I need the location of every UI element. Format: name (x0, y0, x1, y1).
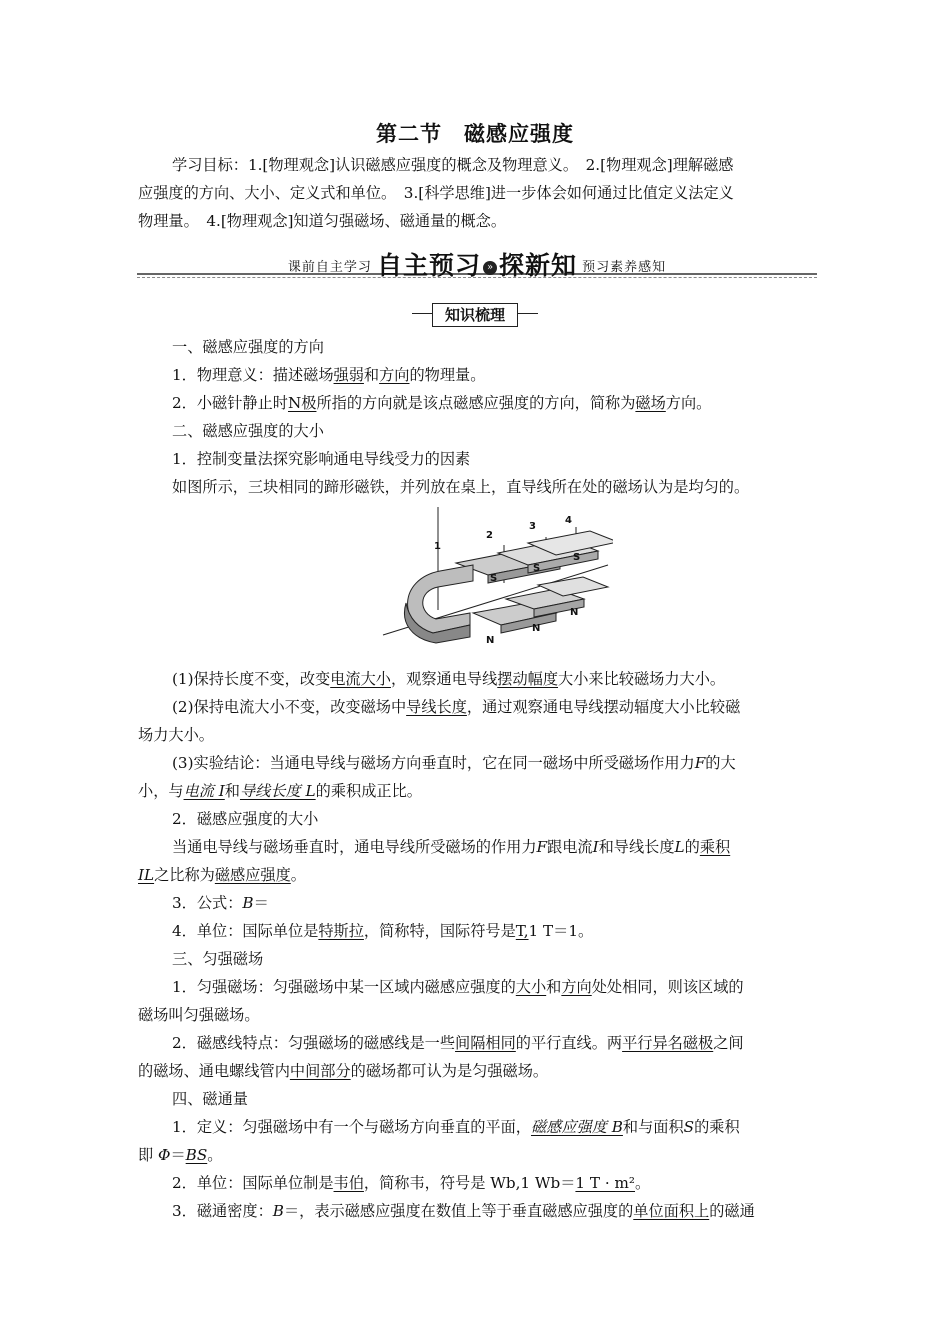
text-run: 的磁场都可认为是匀强磁场。 (350, 1062, 549, 1080)
text-run: 电流大小 (330, 670, 391, 688)
s2-heading: 二、磁感应强度的大小 (172, 422, 324, 440)
banner-heading-1: 自主预习 (376, 251, 481, 280)
text-run: 2．磁感线特点：匀强磁场的磁感线是一些 (172, 1034, 456, 1052)
text-run: 中间部分 (289, 1062, 351, 1080)
text-run: 小，与 (138, 782, 184, 800)
text-run: 韦伯 (333, 1174, 364, 1192)
text-run: 2．小磁针静止时 (172, 394, 288, 412)
title-section-number: 第二节 (376, 122, 442, 146)
text-run: 的物理量。 (409, 366, 486, 384)
s1-p1 (138, 361, 814, 389)
text-run: 方向。 (665, 394, 712, 412)
pole-s-3: S (573, 552, 581, 563)
text-run: 单位面积上 (633, 1202, 710, 1220)
s1-heading: 一、磁感应强度的方向 (172, 338, 324, 356)
s4-p2 (138, 1169, 814, 1197)
text-run: 所指的方向就是该点磁感应强度的方向，简称为 (316, 394, 636, 412)
section-banner (137, 246, 817, 282)
text-run: 摆动幅度 (497, 670, 559, 688)
text-run: 1 T · m² (575, 1174, 636, 1192)
s1-p2 (138, 389, 814, 417)
text-run: 3．磁通密度： (172, 1202, 273, 1220)
wire-label-1: 1 (434, 541, 441, 552)
text-run: 4．单位：国际单位是 (172, 922, 319, 940)
text-run: 3．公式： (172, 894, 243, 912)
text-run: 之比称为 (154, 866, 215, 884)
s2-e2-cont: 场力大小。 (138, 726, 214, 744)
s2-q2-body (138, 833, 814, 861)
text-run: 导线长度 L (239, 782, 316, 800)
s3-p1 (138, 973, 814, 1001)
text-run: 平行异名磁极 (622, 1034, 714, 1052)
banner-heading-2: 探新知 (499, 251, 578, 280)
text-run: 1．匀强磁场：匀强磁场中某一区域内磁感应强度的 (172, 978, 516, 996)
text-run: ＝ (170, 1146, 186, 1164)
s4-p3 (138, 1197, 814, 1225)
text-run: 强弱 (333, 366, 364, 384)
text-run: ，通过观察通电导线摆动辐度大小比较磁 (466, 698, 741, 716)
text-run: 。 (635, 1174, 651, 1192)
text-run: 处处相同，则该区域的 (591, 978, 744, 996)
text-run: 磁感应强度 (214, 866, 291, 884)
text-run: ，简称韦，符号是 Wb,1 Wb＝ (363, 1174, 576, 1192)
s3-p2-cont (138, 1057, 814, 1085)
banner-right-text: 预习素养感知 (582, 260, 667, 275)
wire-label-3: 3 (529, 521, 536, 532)
banner-arrow-icon: » (483, 261, 497, 275)
learning-objectives-cont (138, 179, 814, 235)
objectives-line: 物理量。 4.[物理观念]知道匀强磁场、磁通量的概念。 (138, 212, 507, 230)
text-run: 大小来比较磁场力大小。 (558, 670, 726, 688)
text-run: 磁场 (635, 394, 666, 412)
text-run: 的乘积成正比。 (315, 782, 422, 800)
s2-q3 (138, 889, 814, 917)
text-run: ，观察通电导线 (390, 670, 498, 688)
text-run: I (592, 838, 599, 856)
learning-objectives (138, 151, 814, 179)
objectives-line: 学习目标：1.[物理观念]认识磁感应强度的概念及物理意义。 2.[物理观念]理解磁感 (172, 156, 734, 174)
text-run: 磁感应强度 B (530, 1118, 623, 1136)
s3-heading: 三、匀强磁场 (172, 950, 264, 968)
s2-q2: 2．磁感应强度的大小 (172, 810, 319, 828)
text-run: F (536, 838, 548, 856)
text-run: 大小 (515, 978, 547, 996)
s3-p1-cont: 磁场叫匀强磁场。 (138, 1006, 260, 1024)
text-run: ＝ (253, 894, 269, 912)
text-run: N极 (287, 394, 317, 412)
s2-e3 (138, 749, 814, 777)
pole-s-1: S (490, 573, 498, 584)
text-run: 。 (290, 866, 306, 884)
text-run: 和导线长度 (598, 838, 675, 856)
text-run: 1．定义：匀强磁场中有一个与磁场方向垂直的平面， (172, 1118, 531, 1136)
pole-s-2: S (533, 563, 541, 574)
text-run: T, (515, 922, 529, 940)
text-run: 1．物理意义：描述磁场 (172, 366, 334, 384)
text-run: 导线长度 (406, 698, 467, 716)
banner-left-text: 课前自主学习 (287, 260, 372, 275)
text-run: (1)保持长度不变，改变 (172, 670, 331, 688)
text-run: (3)实验结论：当通电导线与磁场方向垂直时，它在同一磁场中所受磁场作用力 (172, 754, 695, 772)
text-run: 即 (138, 1146, 159, 1164)
text-run: 1 T＝1。 (528, 922, 594, 940)
text-run: 跟电流 (547, 838, 593, 856)
text-run: IL (138, 866, 155, 884)
title-topic: 磁感应强度 (464, 122, 574, 146)
text-run: (2)保持电流大小不变，改变磁场中 (172, 698, 407, 716)
text-run: 和 (546, 978, 562, 996)
s2-e3-cont (138, 777, 814, 805)
text-run: 方向 (561, 978, 592, 996)
text-run: 间隔相同 (455, 1034, 516, 1052)
s4-p1 (138, 1113, 814, 1141)
text-run: 当通电导线与磁场垂直时，通电导线所受磁场的作用力 (172, 838, 537, 856)
text-run: 方向 (379, 366, 410, 384)
text-run: ，简称特，国际符号是 (363, 922, 516, 940)
text-run: S (683, 1118, 695, 1136)
text-run: 乘积 (699, 838, 731, 856)
pole-n-2: N (532, 623, 541, 634)
text-run: BS (185, 1146, 208, 1164)
text-run: F (694, 754, 706, 772)
text-run: 2．单位：国际单位制是 (172, 1174, 334, 1192)
page-title (0, 118, 950, 148)
text-run: 的 (684, 838, 700, 856)
text-run: B (242, 894, 254, 912)
text-run: 和 (363, 366, 380, 384)
text-run: 。 (207, 1146, 223, 1164)
text-run: 的磁场、通电螺线管内 (138, 1062, 290, 1080)
s2-p2: 如图所示，三块相同的蹄形磁铁，并列放在桌上，直导线所在处的磁场认为是均匀的。 (172, 478, 750, 496)
text-run: 特斯拉 (318, 922, 364, 940)
text-run: L (674, 838, 685, 856)
section-tag (0, 303, 950, 327)
section-tag-label: 知识梳理 (432, 303, 518, 327)
horseshoe-magnets-figure (378, 505, 613, 665)
text-run: B (272, 1202, 284, 1220)
text-run: 的平行直线。两 (515, 1034, 623, 1052)
s2-p1: 1．控制变量法探究影响通电导线受力的因素 (172, 450, 471, 468)
pole-n-3: N (570, 607, 579, 618)
text-run: 电流 I (183, 782, 225, 800)
text-run: 的磁通 (709, 1202, 755, 1220)
s2-e2 (138, 693, 814, 721)
text-run: 的乘积 (694, 1118, 740, 1136)
s3-p2 (138, 1029, 814, 1057)
s4-heading: 四、磁通量 (172, 1090, 248, 1108)
objectives-line: 应强度的方向、大小、定义式和单位。 3.[科学思维]进一步体会如何通过比值定义法定义 (138, 184, 734, 202)
s4-p1-cont (138, 1141, 814, 1169)
text-run: Φ (158, 1146, 171, 1164)
wire-label-4: 4 (565, 515, 572, 526)
s2-q4 (138, 917, 814, 945)
text-run: 之间 (713, 1034, 744, 1052)
text-run: 和与面积 (622, 1118, 684, 1136)
s2-e1 (138, 665, 814, 693)
text-run: 和 (224, 782, 240, 800)
text-run: 的大 (705, 754, 736, 772)
pole-n-1: N (486, 635, 495, 646)
s2-q2-body-cont (138, 861, 814, 889)
text-run: ＝，表示磁感应强度在数值上等于垂直磁感应强度的 (283, 1202, 634, 1220)
wire-label-2: 2 (486, 530, 493, 541)
